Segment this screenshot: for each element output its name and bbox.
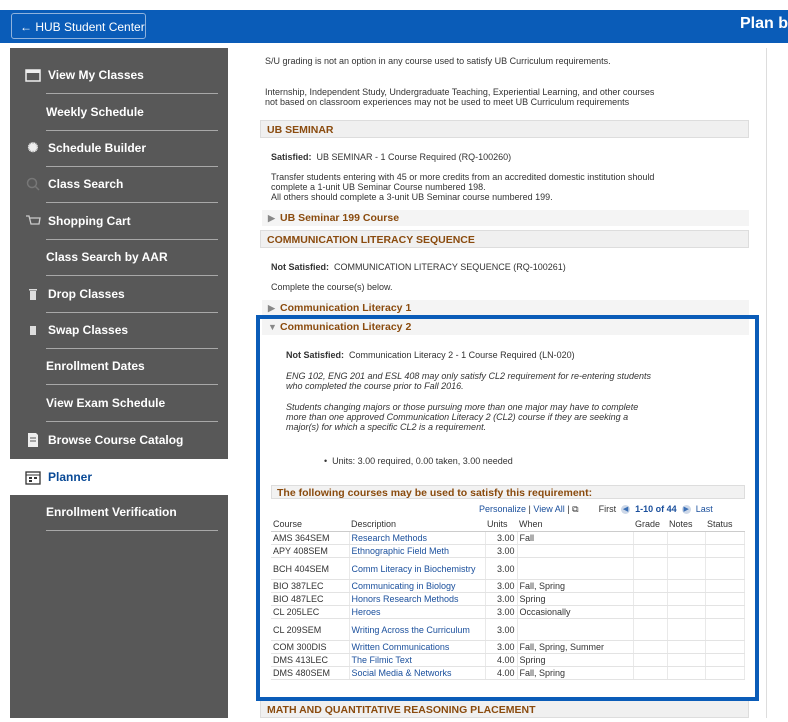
separator: | bbox=[567, 504, 570, 514]
units-cell: 3.00 bbox=[485, 606, 517, 619]
trash-icon bbox=[24, 286, 42, 302]
units-cell: 3.00 bbox=[485, 532, 517, 545]
status-cell bbox=[705, 558, 745, 580]
divider bbox=[46, 530, 218, 531]
grade-cell bbox=[633, 606, 667, 619]
units-cell: 3.00 bbox=[485, 619, 517, 641]
status-cell bbox=[705, 654, 745, 667]
subsection-label: UB Seminar 199 Course bbox=[280, 212, 400, 224]
sidebar-item-view-exam-schedule[interactable] bbox=[10, 385, 228, 421]
sidebar-item-label: Drop Classes bbox=[48, 287, 125, 301]
planner-content bbox=[258, 48, 768, 718]
status-text: Communication Literacy 2 - 1 Course Required (LN-020) bbox=[349, 350, 575, 360]
description-link[interactable]: Social Media & Networks bbox=[349, 667, 485, 680]
status-text: UB SEMINAR - 1 Course Required (RQ-100260) bbox=[316, 152, 512, 162]
course-cell: APY 408SEM bbox=[271, 545, 349, 558]
sidebar-item-label: Class Search by AAR bbox=[46, 250, 168, 264]
notes-cell bbox=[667, 593, 705, 606]
status-cell bbox=[705, 545, 745, 558]
table-row bbox=[271, 606, 745, 619]
planner-icon bbox=[24, 469, 42, 485]
status-label: Not Satisfied: bbox=[271, 262, 330, 272]
ub-seminar-note1: Transfer students entering with 45 or more credits from an accredited domestic institution should bbox=[271, 172, 655, 182]
notes-cell bbox=[667, 654, 705, 667]
course-table-body bbox=[271, 532, 745, 680]
sidebar-item-class-search-by-aar[interactable] bbox=[10, 239, 228, 275]
course-table bbox=[271, 517, 745, 680]
sidebar-item-drop-classes[interactable] bbox=[10, 276, 228, 312]
expand-triangle-icon: ▶ bbox=[268, 303, 275, 313]
table-header-row bbox=[271, 517, 745, 532]
table-row bbox=[271, 545, 745, 558]
units-cell: 3.00 bbox=[485, 580, 517, 593]
table-row bbox=[271, 654, 745, 667]
when-cell bbox=[517, 545, 633, 558]
description-link[interactable]: Communicating in Biology bbox=[349, 580, 485, 593]
last-link[interactable]: Last bbox=[695, 504, 713, 514]
grade-cell bbox=[633, 532, 667, 545]
status-text: COMMUNICATION LITERACY SEQUENCE (RQ-100261) bbox=[334, 262, 566, 272]
when-cell bbox=[517, 619, 633, 641]
col-when: When bbox=[517, 517, 633, 532]
complete-courses-text: Complete the course(s) below. bbox=[271, 282, 393, 292]
notes-cell bbox=[667, 545, 705, 558]
when-cell: Fall bbox=[517, 532, 633, 545]
internship-note-line1: Internship, Independent Study, Undergraduate Teaching, Experiential Learning, and other courses bbox=[265, 87, 655, 97]
separator: | bbox=[528, 504, 531, 514]
swap-icon bbox=[24, 322, 42, 338]
status-cell bbox=[705, 580, 745, 593]
sidebar-item-label: View Exam Schedule bbox=[46, 396, 166, 410]
sidebar-item-planner[interactable] bbox=[10, 459, 228, 495]
course-cell: DMS 413LEC bbox=[271, 654, 349, 667]
subsection-label: Communication Literacy 1 bbox=[280, 302, 412, 314]
course-cell: AMS 364SEM bbox=[271, 532, 349, 545]
status-cell bbox=[705, 532, 745, 545]
view-all-link[interactable]: View All bbox=[533, 504, 565, 514]
sidebar-item-label: View My Classes bbox=[48, 68, 144, 82]
sidebar-item-label: Shopping Cart bbox=[48, 214, 131, 228]
units-cell: 3.00 bbox=[485, 593, 517, 606]
table-row bbox=[271, 580, 745, 593]
expand-triangle-icon: ▶ bbox=[268, 213, 275, 223]
sidebar-item-label: Swap Classes bbox=[48, 323, 129, 337]
when-cell: Occasionally bbox=[517, 606, 633, 619]
course-cell: CL 209SEM bbox=[271, 619, 349, 641]
units-cell: 3.00 bbox=[485, 558, 517, 580]
collapse-triangle-icon: ▼ bbox=[268, 322, 277, 332]
first-label: First bbox=[598, 504, 617, 514]
sidebar-item-label: Class Search bbox=[48, 177, 124, 191]
notes-cell bbox=[667, 641, 705, 654]
units-cell: 4.00 bbox=[485, 654, 517, 667]
description-link[interactable]: The Filmic Text bbox=[349, 654, 485, 667]
sidebar-item-class-search[interactable] bbox=[10, 166, 228, 202]
grade-cell bbox=[633, 667, 667, 680]
next-page-icon[interactable]: ▶ bbox=[683, 506, 689, 514]
grade-cell bbox=[633, 593, 667, 606]
sidebar-item-label: Browse Course Catalog bbox=[48, 433, 184, 447]
status-cell bbox=[705, 667, 745, 680]
cl2-note-a2: who completed the course prior to Fall 2016. bbox=[286, 381, 464, 391]
su-note: S/U grading is not an option in any course used to satisfy UB Curriculum requirements. bbox=[265, 56, 611, 66]
subsection-communication-literacy-1[interactable] bbox=[262, 300, 749, 316]
notes-cell bbox=[667, 667, 705, 680]
comm-lit-status bbox=[271, 262, 566, 272]
calendar-icon bbox=[24, 67, 42, 83]
hub-student-center-button[interactable]: ← HUB Student Center bbox=[11, 13, 146, 39]
sidebar-item-swap-classes[interactable] bbox=[10, 312, 228, 348]
sidebar-item-label: Planner bbox=[48, 470, 93, 484]
units-cell: 3.00 bbox=[485, 641, 517, 654]
description-link[interactable]: Ethnographic Field Meth bbox=[349, 545, 485, 558]
status-cell bbox=[705, 641, 745, 654]
table-row bbox=[271, 532, 745, 545]
sidebar-item-enrollment-verification[interactable] bbox=[10, 494, 228, 530]
col-units: Units bbox=[485, 517, 517, 532]
status-label: Satisfied: bbox=[271, 152, 312, 162]
when-cell bbox=[517, 558, 633, 580]
grade-cell bbox=[633, 641, 667, 654]
sidebar-item-view-my-classes[interactable] bbox=[10, 57, 228, 93]
sidebar-item-enrollment-dates[interactable] bbox=[10, 348, 228, 384]
notes-cell bbox=[667, 532, 705, 545]
course-cell: DMS 480SEM bbox=[271, 667, 349, 680]
when-cell: Spring bbox=[517, 654, 633, 667]
table-row bbox=[271, 593, 745, 606]
grade-cell bbox=[633, 619, 667, 641]
prev-page-icon[interactable]: ◀ bbox=[622, 506, 629, 514]
course-cell: CL 205LEC bbox=[271, 606, 349, 619]
cl2-note-b1: Students changing majors or those pursuing more than one major may have to complete bbox=[286, 402, 639, 412]
col-grade: Grade bbox=[633, 517, 667, 532]
grade-cell bbox=[633, 558, 667, 580]
grid-toolbar bbox=[479, 504, 713, 514]
course-cell: BCH 404SEM bbox=[271, 558, 349, 580]
table-row bbox=[271, 619, 745, 641]
page-title: Plan b bbox=[740, 15, 788, 32]
subsection-label: Communication Literacy 2 bbox=[280, 321, 412, 333]
ub-seminar-status bbox=[271, 152, 511, 162]
cart-icon bbox=[24, 213, 42, 229]
units-cell: 3.00 bbox=[485, 545, 517, 558]
wand-icon: ✺ bbox=[27, 140, 39, 155]
section-math-quantitative[interactable]: MATH AND QUANTITATIVE REASONING PLACEMENT bbox=[260, 700, 749, 718]
course-cell: BIO 387LEC bbox=[271, 580, 349, 593]
description-link[interactable]: Research Methods bbox=[349, 532, 485, 545]
notes-cell bbox=[667, 619, 705, 641]
book-icon bbox=[24, 432, 42, 448]
col-status: Status bbox=[705, 517, 745, 532]
units-cell: 4.00 bbox=[485, 667, 517, 680]
course-cell: BIO 487LEC bbox=[271, 593, 349, 606]
cl2-note-a1: ENG 102, ENG 201 and ESL 408 may only satisfy CL2 requirement for re-entering students bbox=[286, 371, 652, 381]
sidebar-item-schedule-builder[interactable] bbox=[10, 130, 228, 166]
sidebar-item-label: Enrollment Dates bbox=[46, 359, 145, 373]
status-cell bbox=[705, 619, 745, 641]
grade-cell bbox=[633, 580, 667, 593]
when-cell: Fall, Spring bbox=[517, 580, 633, 593]
course-cell: COM 300DIS bbox=[271, 641, 349, 654]
status-cell bbox=[705, 593, 745, 606]
sidebar-item-weekly-schedule[interactable] bbox=[10, 94, 228, 130]
units-summary: • Units: 3.00 required, 0.00 taken, 3.00 needed bbox=[324, 456, 513, 466]
when-cell: Fall, Spring bbox=[517, 667, 633, 680]
notes-cell bbox=[667, 580, 705, 593]
cl2-status bbox=[286, 350, 575, 360]
description-link[interactable]: Comm Literacy in Biochemistry bbox=[349, 558, 485, 580]
sidebar-item-browse-course-catalog[interactable] bbox=[10, 422, 228, 458]
when-cell: Spring bbox=[517, 593, 633, 606]
section-ub-seminar[interactable]: UB SEMINAR bbox=[260, 120, 749, 138]
units-text: Units: 3.00 required, 0.00 taken, 3.00 needed bbox=[332, 456, 513, 466]
sidebar bbox=[10, 48, 228, 718]
subsection-communication-literacy-2[interactable] bbox=[262, 319, 749, 335]
internship-note-line2: not based on classroom experiences may not be used to meet UB Curriculum requirements bbox=[265, 97, 630, 107]
table-row bbox=[271, 641, 745, 654]
description-link[interactable]: Writing Across the Curriculum bbox=[349, 619, 485, 641]
col-description: Description bbox=[349, 517, 485, 532]
notes-cell bbox=[667, 606, 705, 619]
table-row bbox=[271, 558, 745, 580]
grade-cell bbox=[633, 545, 667, 558]
table-row bbox=[271, 667, 745, 680]
course-grid-title: The following courses may be used to satisfy this requirement: bbox=[271, 485, 745, 499]
cl2-note-b2: more than one approved Communication Literacy 2 (CL2) course if they are seeking a bbox=[286, 412, 629, 422]
description-link[interactable]: Heroes bbox=[349, 606, 485, 619]
description-link[interactable]: Written Communications bbox=[349, 641, 485, 654]
download-icon[interactable]: ⧉ bbox=[572, 504, 579, 514]
sidebar-item-label: Enrollment Verification bbox=[46, 505, 177, 519]
sidebar-item-shopping-cart[interactable] bbox=[10, 203, 228, 239]
cl2-note-b3: major(s) for which a specific CL2 is a requirement. bbox=[286, 422, 487, 432]
description-link[interactable]: Honors Research Methods bbox=[349, 593, 485, 606]
ub-seminar-note2: complete a 1-unit UB Seminar Course numbered 198. bbox=[271, 182, 486, 192]
sidebar-item-label: Weekly Schedule bbox=[46, 105, 144, 119]
status-label: Not Satisfied: bbox=[286, 350, 345, 360]
sidebar-item-label: Schedule Builder bbox=[48, 141, 147, 155]
top-header bbox=[0, 0, 788, 38]
when-cell: Fall, Spring, Summer bbox=[517, 641, 633, 654]
page-range: 1-10 of 44 bbox=[635, 504, 677, 514]
col-course: Course bbox=[271, 517, 349, 532]
magnifier-icon bbox=[24, 176, 42, 192]
subsection-ub-seminar-199[interactable] bbox=[262, 210, 749, 226]
grade-cell bbox=[633, 654, 667, 667]
notes-cell bbox=[667, 558, 705, 580]
personalize-link[interactable]: Personalize bbox=[479, 504, 527, 514]
section-communication-literacy[interactable]: COMMUNICATION LITERACY SEQUENCE bbox=[260, 230, 749, 248]
ub-seminar-note3: All others should complete a 3-unit UB Seminar course numbered 199. bbox=[271, 192, 553, 202]
col-notes: Notes bbox=[667, 517, 705, 532]
status-cell bbox=[705, 606, 745, 619]
